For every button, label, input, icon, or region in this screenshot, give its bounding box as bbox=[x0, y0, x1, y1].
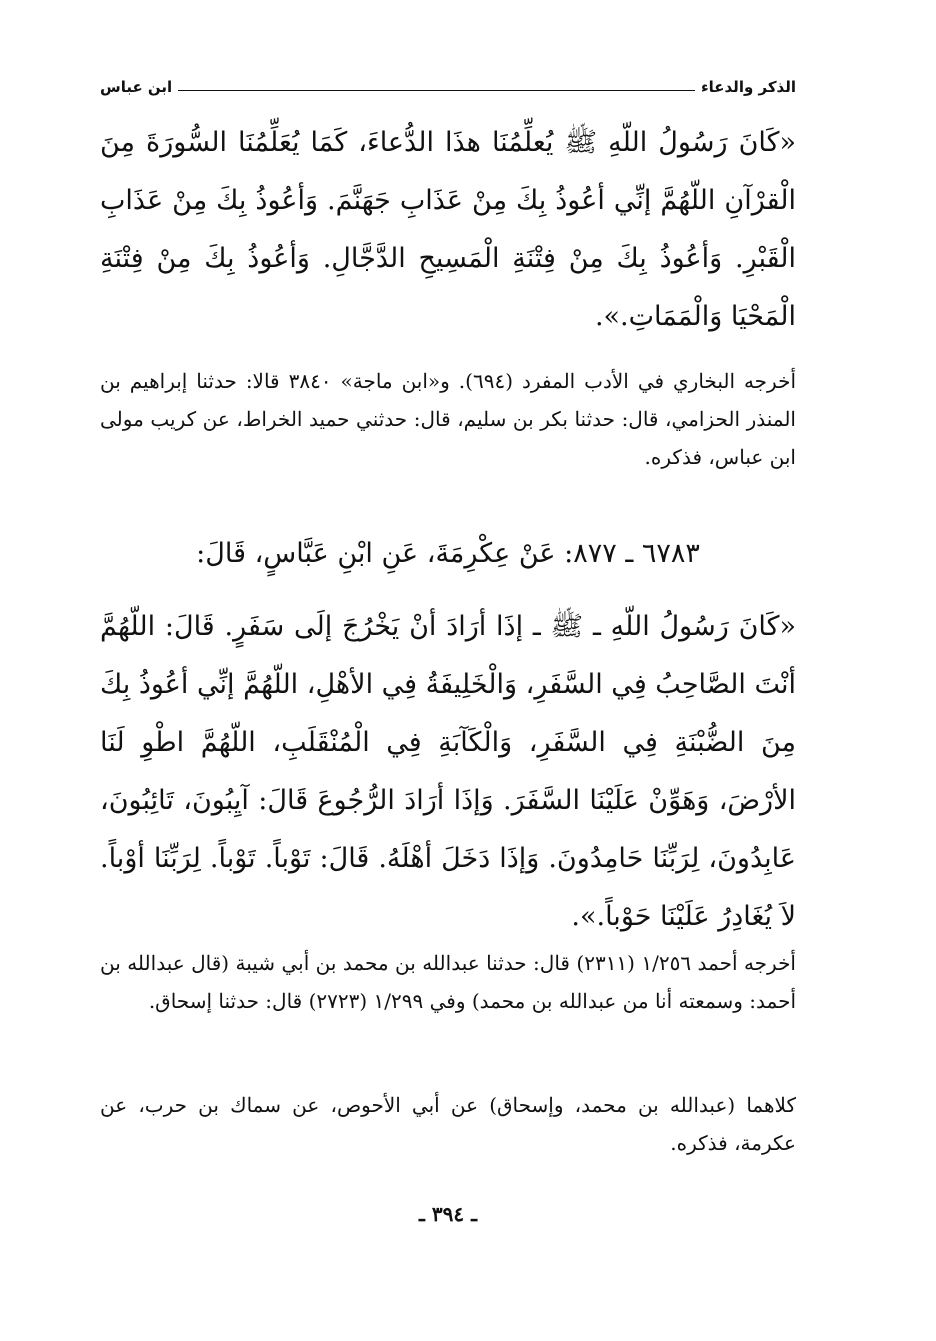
takhrij-1: أخرجه البخاري في الأدب المفرد (٦٩٤). و«ابن ماجة» ٣٨٤٠ قالا: حدثنا إبراهيم بن المنذر الحزامي، قال: حدثنا بكر بن سليم، قال: حدثني حميد الخراط، عن كريب مولى ابن عباس، فذكره. bbox=[100, 369, 797, 469]
hadith-2-heading: ٦٧٨٣ ـ ٨٧٧: عَنْ عِكْرِمَةَ، عَنِ ابْنِ عَبَّاسٍ، قَالَ: bbox=[196, 538, 700, 569]
header-companion: ابن عباس bbox=[100, 78, 173, 96]
header-book-section: الذكر والدعاء bbox=[700, 78, 796, 96]
page-number: ـ ٣٩٤ ـ bbox=[419, 1202, 477, 1226]
header-rule bbox=[178, 90, 695, 91]
takhrij-2: أخرجه أحمد ١/٢٥٦ (٢٣١١) قال: حدثنا عبدالله بن محمد بن أبي شيبة (قال عبدالله بن أحمد: وسمعته أنا من عبدالله بن محمد) وفي ١/٢٩٩ (٢٧٢٣) قال: حدثنا إسحاق. bbox=[100, 951, 796, 1013]
takhrij-2-continued: كلاهما (عبدالله بن محمد، وإسحاق) عن أبي الأحوص، عن سماك بن حرب، عن عكرمة، فذكره. bbox=[100, 1093, 796, 1155]
hadith-2-text: «كَانَ رَسُولُ اللّهِ ـ ﷺ ـ إذَا أرَادَ أنْ يَخْرُجَ إلَى سَفَرٍ. قَالَ: اللّهُمَّ أنْتَ الصَّاحِبُ فِي السَّفَرِ، وَالْخَلِيفَةُ فِي الأهْلِ، اللّهُمَّ إنِّي أعُوذُ بِكَ مِنَ الضُّبْنَةِ فِي السَّفَرِ، وَالْكَآبَةِ فِي الْمُنْقَلَبِ، اللّهُمَّ اطْوِ لَنَا الأرْضَ، وَهَوِّنْ عَلَيْنَا السَّفَرَ. وَإذَا أرَادَ الرُّجُوعَ قَالَ: آيِبُونَ، تَائِبُونَ، عَابِدُونَ، لِرَبِّنَا حَامِدُونَ. وَإذَا دَخَلَ أهْلَهُ. قَالَ: تَوْباً. تَوْباً. لِرَبِّنَا أوْباً. لاَ يُغَادِرُ عَلَيْنَا حَوْباً.». bbox=[99, 611, 796, 932]
hadith-1-text: «كَانَ رَسُولُ اللّهِ ﷺ يُعلِّمُنَا هذَا الدُّعاءَ، كَمَا يُعَلِّمُنَا السُّورَةَ مِنَ الْقرْآنِ اللّهُمَّ إنِّي أعُوذُ بِكَ مِنْ عَذَابِ جَهَنَّمَ. وَأعُوذُ بِكَ مِنْ عَذَابِ الْقَبْرِ. وَأعُوذُ بِكَ مِنْ فِتْنَةِ الْمَسِيحِ الدَّجَّالِ. وَأعُوذُ بِكَ مِنْ فِتْنَةِ الْمَحْيَا وَالْمَمَاتِ.». bbox=[100, 127, 796, 332]
running-header bbox=[100, 68, 796, 96]
